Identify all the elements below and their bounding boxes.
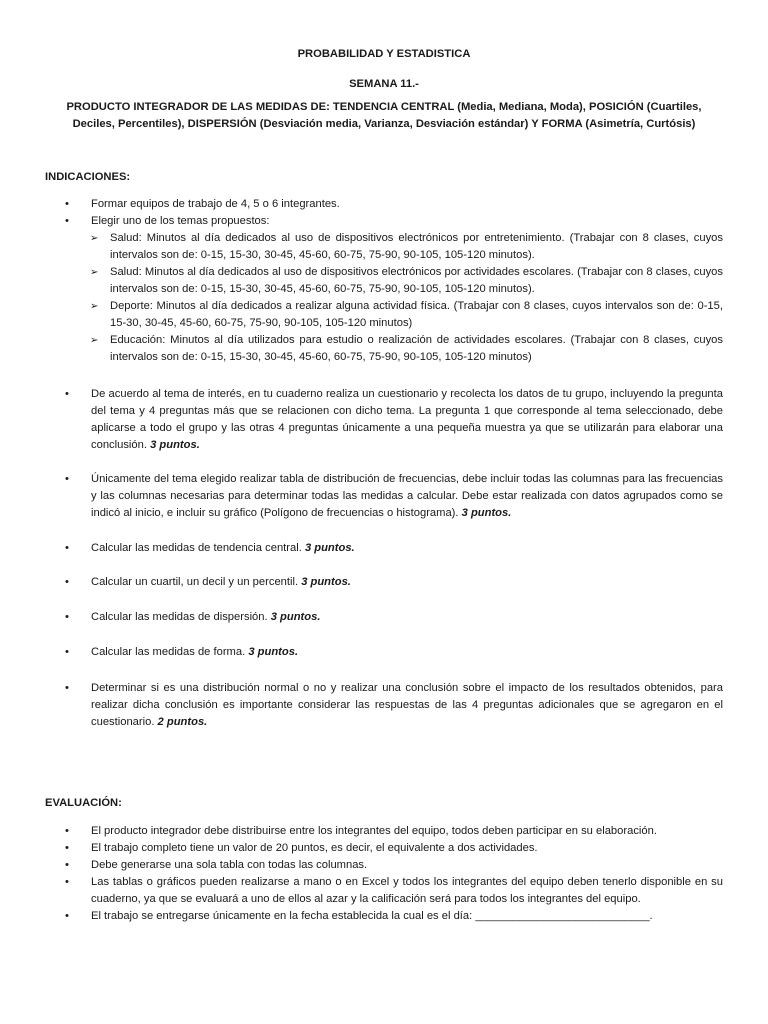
bullet-icon: • — [65, 910, 69, 922]
bullet-icon: • — [65, 198, 69, 210]
list-item-text: Elegir uno de los temas propuestos: — [91, 215, 270, 227]
week-label: SEMANA 11.- — [349, 78, 419, 90]
bullet-icon: • — [65, 646, 69, 658]
task-text: Calcular un cuartil, un decil y un percentil. — [91, 576, 299, 588]
task-points: 2 puntos. — [157, 716, 208, 728]
list-item-text: Debe generarse una sola tabla con todas las columnas. — [91, 859, 368, 871]
list-item-text: Las tablas o gráficos pueden realizarse a mano o en Excel y todos los integrantes del equipo deben tenerlo disponible en su cuaderno, ya que se evaluará a uno de ellos al azar y la calificación será para todos los integrantes del equipo. — [91, 876, 723, 905]
list-item — [0, 908, 723, 925]
topic-text: Educación: Minutos al día utilizados para estudio o realización de actividades escolares. (Trabajar con 8 clases, cuyos intervalos son de: 0-15, 15-30, 30-45, 45-60, 60-75, 75-90, 90-105, 105-120 minutos) — [110, 334, 723, 363]
task-item — [0, 609, 768, 626]
bullet-icon: • — [65, 215, 69, 227]
task-text: Únicamente del tema elegido realizar tabla de distribución de frecuencias, debe incluir todas las columnas para las frecuencias y las columnas necesarias para determinar todas las medidas a calcular. Debe estar realizada con datos agrupados como se indicó al inicio, e incluir su gráfico (Polígono de frecuencias o histograma). — [91, 473, 723, 519]
bullet-icon: • — [65, 842, 69, 854]
task-text: Calcular las medidas de forma. — [91, 646, 246, 658]
task-points: 3 puntos. — [150, 439, 200, 451]
list-item — [0, 213, 723, 230]
task-item — [0, 644, 768, 661]
task-text: Calcular las medidas de tendencia central. — [91, 542, 302, 554]
topic-text: Salud: Minutos al día dedicados al uso de dispositivos electrónicos por actividades escolares. (Trabajar con 8 clases, cuyos intervalos son de: 0-15, 15-30, 30-45, 45-60, 60-75, 75-90, 90-105, 105-120 minutos). — [110, 266, 723, 295]
list-item-text: El producto integrador debe distribuirse entre los integrantes del equipo, todos deben participar en su elaboración. — [91, 825, 657, 837]
list-item — [0, 196, 723, 213]
task-text: De acuerdo al tema de interés, en tu cuaderno realiza un cuestionario y recolecta los datos de tu grupo, incluyendo la pregunta del tema y 4 preguntas más que se relacionen con dicho tema. La pregunta 1 que corresponde al tema seleccionado, debe aplicarse a todo el grupo y las otras 4 preguntas únicamente a una pequeña muestra ya que se utilizarán para elaborar una conclusión. — [91, 388, 723, 451]
list-item-text: Formar equipos de trabajo de 4, 5 o 6 integrantes. — [91, 198, 340, 210]
topic-item — [0, 264, 723, 298]
bullet-icon: • — [65, 876, 69, 888]
evaluacion-list — [0, 823, 768, 925]
arrow-bullet-icon: ➢ — [90, 267, 99, 278]
subject-heading: PRODUCTO INTEGRADOR DE LAS MEDIDAS DE: TENDENCIA CENTRAL (Media, Mediana, Moda), POSICIÓN (Cuartiles, Deciles, Percentiles), DISPERSIÓN (Desviación media, Varianza, Desviación estándar) Y FORMA (Asimetría, Curtósis) — [66, 101, 702, 130]
task-text: Determinar si es una distribución normal o no y realizar una conclusión sobre el impacto de los resultados obtenidos, para realizar dicha conclusión es importante considerar las respuestas de las 4 preguntas adicionales que se agregaron en el cuestionario. — [91, 682, 723, 728]
task-text: Calcular las medidas de dispersión. — [91, 611, 268, 623]
bullet-icon: • — [65, 388, 69, 400]
bullet-icon: • — [65, 825, 69, 837]
bullet-icon: • — [65, 611, 69, 623]
list-item — [0, 874, 723, 908]
bullet-icon: • — [65, 576, 69, 588]
task-item — [0, 471, 768, 522]
task-item — [0, 680, 768, 731]
indicaciones-list — [0, 196, 768, 366]
list-item — [0, 823, 723, 840]
task-points: 3 puntos. — [270, 611, 321, 623]
topic-text: Salud: Minutos al día dedicados al uso de dispositivos electrónicos por entretenimiento. (Trabajar con 8 clases, cuyos intervalos son de: 0-15, 15-30, 30-45, 45-60, 60-75, 75-90, 90-105, 105-120 minutos). — [110, 232, 723, 261]
task-item — [0, 574, 768, 591]
document-title: PROBABILIDAD Y ESTADISTICA — [297, 48, 471, 60]
arrow-bullet-icon: ➢ — [90, 335, 99, 346]
list-item — [0, 857, 723, 874]
arrow-bullet-icon: ➢ — [90, 233, 99, 244]
list-item-text: El trabajo completo tiene un valor de 20 puntos, es decir, el equivalente a dos actividades. — [91, 842, 538, 854]
task-points: 3 puntos. — [301, 576, 351, 588]
topic-text: Deporte: Minutos al día dedicados a realizar alguna actividad física. (Trabajar con 8 clases, cuyos intervalos son de: 0-15, 15-30, 30-45, 45-60, 60-75, 75-90, 90-105, 105-120 minutos) — [110, 300, 723, 329]
task-item — [0, 386, 768, 454]
topic-item — [0, 298, 723, 332]
task-points: 3 puntos. — [461, 507, 512, 519]
list-item — [0, 840, 723, 857]
topic-item — [0, 332, 723, 366]
list-item-text: El trabajo se entregarse únicamente en la fecha establecida la cual es el día: ____________________________. — [91, 910, 653, 922]
bullet-icon: • — [65, 859, 69, 871]
task-points: 3 puntos. — [304, 542, 355, 554]
evaluacion-heading: EVALUACIÓN: — [45, 797, 122, 809]
bullet-icon: • — [65, 473, 69, 485]
indicaciones-heading: INDICACIONES: — [45, 171, 131, 183]
task-points: 3 puntos. — [248, 646, 299, 658]
arrow-bullet-icon: ➢ — [90, 301, 99, 312]
topic-item — [0, 230, 723, 264]
task-item — [0, 540, 768, 557]
bullet-icon: • — [65, 682, 69, 694]
bullet-icon: • — [65, 542, 69, 554]
